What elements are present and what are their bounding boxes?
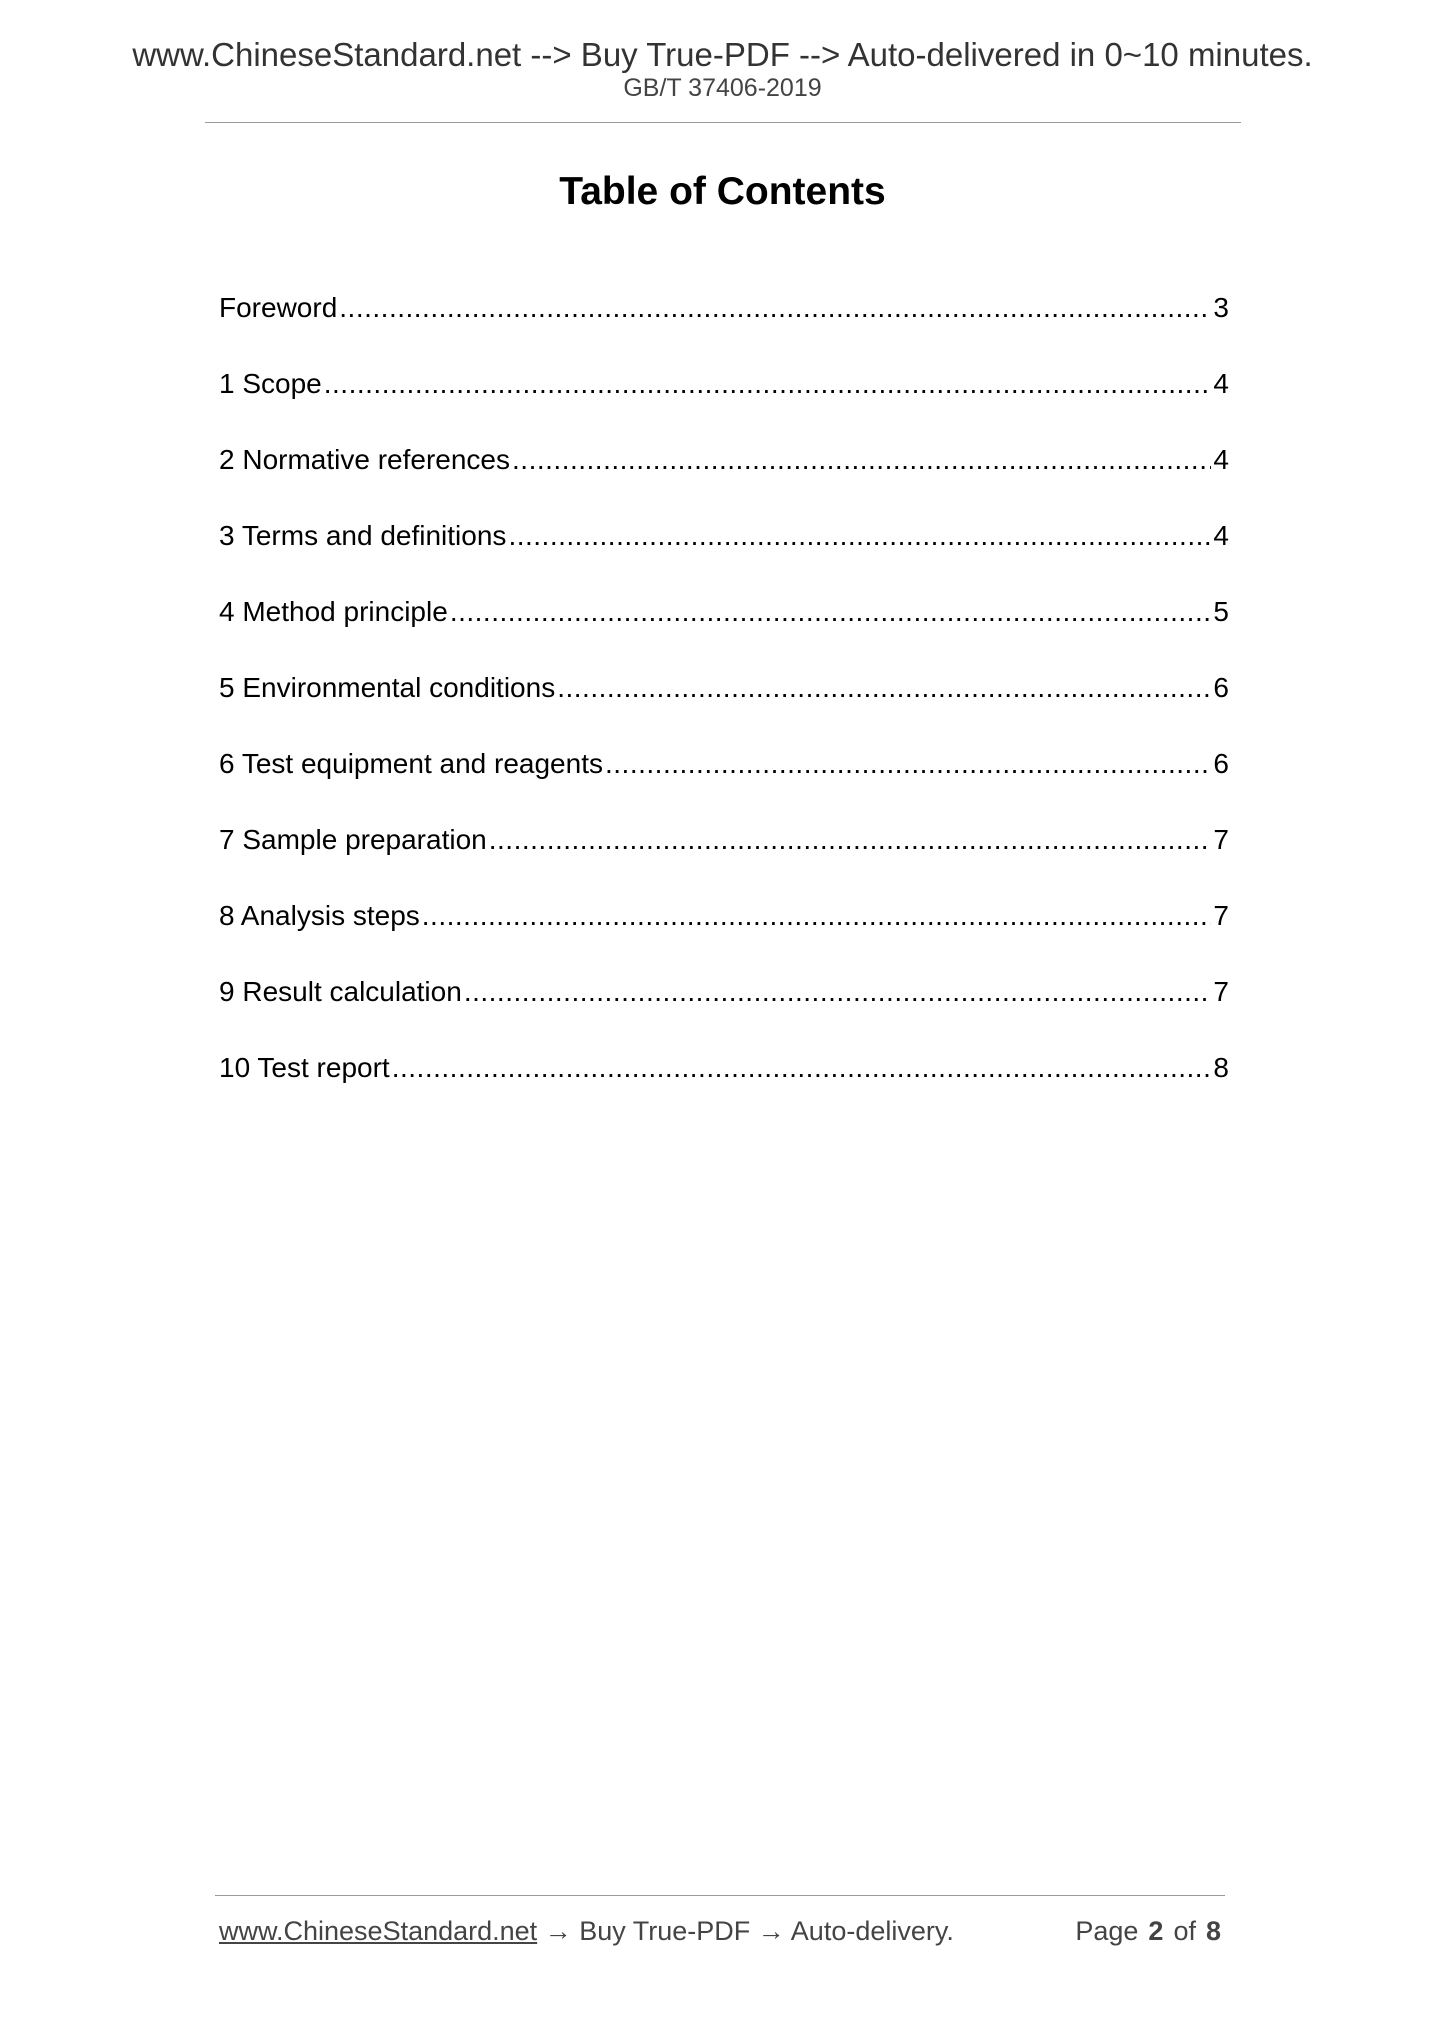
header-divider xyxy=(205,122,1241,123)
footer-delivery-text: Auto-delivery. xyxy=(790,1916,954,1946)
toc-entry-page: 7 xyxy=(1213,900,1229,931)
toc-entry-page: 4 xyxy=(1213,444,1229,475)
toc-entry[interactable] xyxy=(219,594,1229,670)
toc-entry[interactable] xyxy=(219,442,1229,518)
table-of-contents xyxy=(219,290,1229,1126)
toc-entry-label: 6 Test equipment and reagents xyxy=(219,748,603,779)
toc-entry-page: 5 xyxy=(1213,596,1229,627)
toc-entry[interactable] xyxy=(219,670,1229,746)
toc-entry-label: 8 Analysis steps xyxy=(219,900,420,931)
footer-promo xyxy=(219,1918,954,1945)
toc-leader-dots xyxy=(464,974,1212,1010)
footer-divider xyxy=(215,1895,1225,1896)
toc-entry-label: 9 Result calculation xyxy=(219,976,462,1007)
toc-entry-label: 10 Test report xyxy=(219,1052,390,1083)
toc-leader-dots xyxy=(324,366,1212,402)
of-label: of xyxy=(1173,1916,1196,1946)
toc-entry[interactable] xyxy=(219,898,1229,974)
toc-entry-label: Foreword xyxy=(219,292,338,323)
toc-entry[interactable] xyxy=(219,290,1229,366)
toc-leader-dots xyxy=(557,670,1211,706)
toc-entry-label: 1 Scope xyxy=(219,368,322,399)
toc-leader-dots xyxy=(392,1050,1212,1086)
toc-entry-page: 3 xyxy=(1213,292,1229,323)
toc-entry-page: 6 xyxy=(1213,672,1229,703)
toc-leader-dots xyxy=(422,898,1212,934)
toc-entry[interactable] xyxy=(219,366,1229,442)
toc-entry-label: 5 Environmental conditions xyxy=(219,672,556,703)
toc-entry-label: 3 Terms and definitions xyxy=(219,520,507,551)
toc-entry-page: 8 xyxy=(1213,1052,1229,1083)
toc-entry[interactable] xyxy=(219,518,1229,594)
footer-buy-text: Buy True-PDF xyxy=(579,1916,751,1946)
toc-entry-page: 6 xyxy=(1213,748,1229,779)
toc-leader-dots xyxy=(489,822,1212,858)
toc-entry-page: 4 xyxy=(1213,368,1229,399)
arrow-right-icon: → xyxy=(757,1916,785,1946)
header-banner: www.ChineseStandard.net --> Buy True-PDF --> Auto-delivered in 0~10 minutes. xyxy=(132,36,1313,73)
toc-entry-page: 7 xyxy=(1213,976,1229,1007)
toc-entry[interactable] xyxy=(219,746,1229,822)
toc-entry-page: 4 xyxy=(1213,520,1229,551)
page-indicator xyxy=(1075,1918,1221,1945)
toc-leader-dots xyxy=(605,746,1211,782)
toc-title: Table of Contents xyxy=(559,170,886,213)
page-total: 8 xyxy=(1205,1916,1221,1946)
footer-site-link[interactable]: www.ChineseStandard.net xyxy=(219,1916,538,1946)
arrow-right-icon: → xyxy=(544,1916,572,1946)
toc-leader-dots xyxy=(450,594,1212,630)
page-label: Page xyxy=(1075,1916,1139,1946)
toc-leader-dots xyxy=(512,442,1211,478)
toc-entry-label: 4 Method principle xyxy=(219,596,448,627)
toc-entry-label: 2 Normative references xyxy=(219,444,511,475)
toc-leader-dots xyxy=(508,518,1211,554)
page-current: 2 xyxy=(1148,1916,1164,1946)
document-number: GB/T 37406-2019 xyxy=(623,74,822,102)
toc-leader-dots xyxy=(339,290,1211,326)
toc-entry[interactable] xyxy=(219,1050,1229,1126)
toc-entry-page: 7 xyxy=(1213,824,1229,855)
toc-entry-label: 7 Sample preparation xyxy=(219,824,487,855)
toc-entry[interactable] xyxy=(219,974,1229,1050)
toc-entry[interactable] xyxy=(219,822,1229,898)
